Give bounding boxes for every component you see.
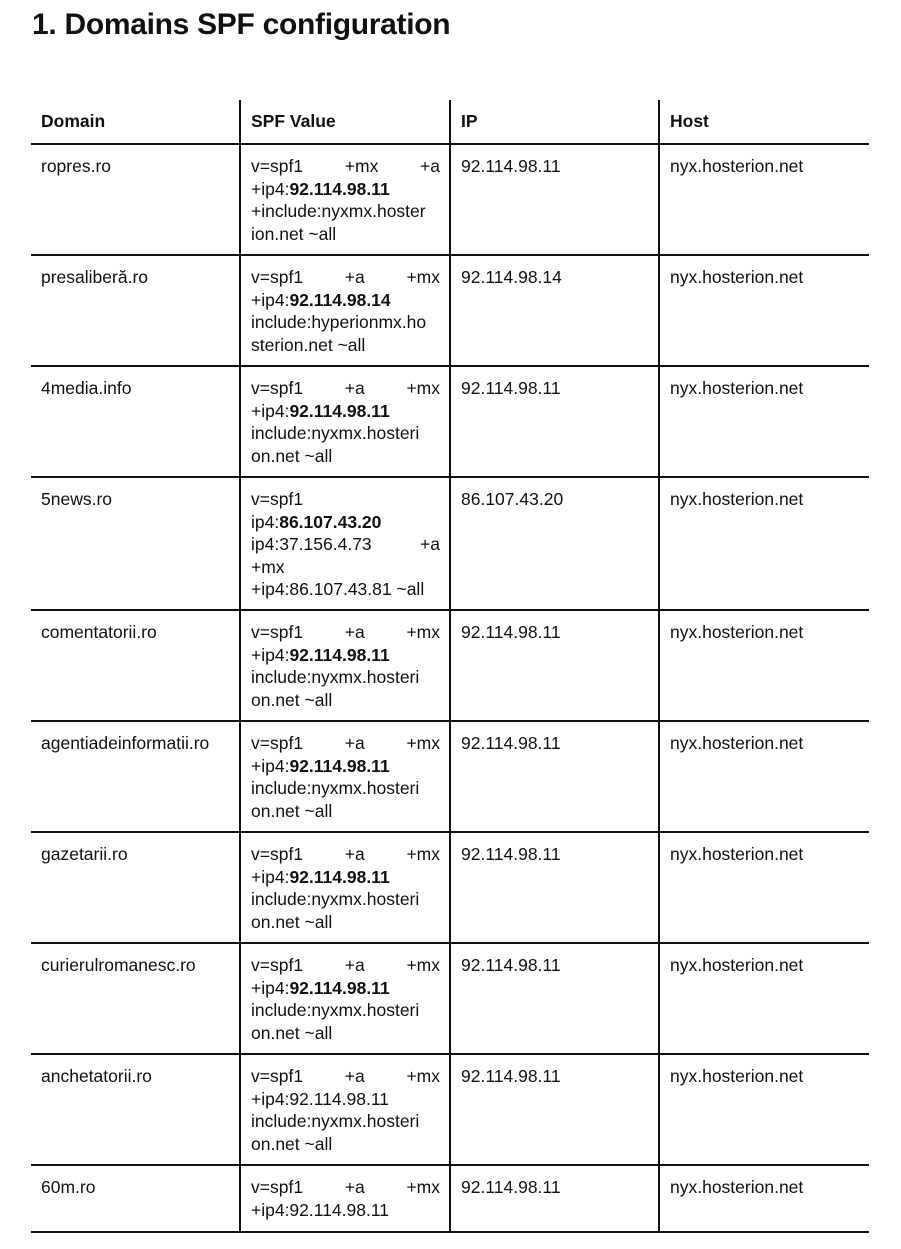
spf-value-cell bbox=[240, 366, 450, 477]
spf-value-line bbox=[251, 644, 440, 667]
ip-cell: 86.107.43.20 bbox=[450, 477, 659, 610]
spf-value-text: ip4: bbox=[251, 511, 280, 532]
spf-ip-highlight: 92.114.98.11 bbox=[289, 178, 390, 199]
spf-value-text: +ip4: bbox=[251, 644, 290, 665]
spf-value-text: ion.net ~all bbox=[251, 223, 337, 244]
domain-cell: ropres.ro bbox=[31, 144, 240, 255]
spf-value-text: +ip4: bbox=[251, 289, 290, 310]
ip-cell: 92.114.98.11 bbox=[450, 1054, 659, 1165]
ip-cell: 92.114.98.11 bbox=[450, 832, 659, 943]
spf-value-cell bbox=[240, 1165, 450, 1232]
domain-cell: gazetarii.ro bbox=[31, 832, 240, 943]
column-header-ip: IP bbox=[450, 100, 659, 144]
spf-value-text: include:nyxmx.hosteri bbox=[251, 423, 420, 443]
spf-value-text: v=spf1 +mx +a bbox=[251, 156, 440, 176]
spf-value-cell bbox=[240, 832, 450, 943]
host-cell: nyx.hosterion.net bbox=[659, 832, 869, 943]
table-row bbox=[31, 1054, 869, 1165]
spf-value-line bbox=[251, 954, 440, 977]
spf-value-text: on.net ~all bbox=[251, 689, 333, 710]
spf-value-line bbox=[251, 1199, 440, 1222]
spf-value-line bbox=[251, 1022, 440, 1045]
spf-ip-highlight: 92.114.98.11 bbox=[289, 866, 390, 887]
spf-value-text: +ip4:92.114.98.11 bbox=[251, 1088, 390, 1109]
domain-cell: 60m.ro bbox=[31, 1165, 240, 1232]
spf-ip-highlight: 92.114.98.11 bbox=[289, 400, 390, 421]
spf-value-cell bbox=[240, 144, 450, 255]
spf-value-line bbox=[251, 445, 440, 468]
spf-value-line bbox=[251, 1088, 440, 1111]
host-cell: nyx.hosterion.net bbox=[659, 1165, 869, 1232]
table-row bbox=[31, 255, 869, 366]
host-cell: nyx.hosterion.net bbox=[659, 1054, 869, 1165]
spf-value-line bbox=[251, 911, 440, 934]
spf-value-text: +ip4:86.107.43.81 ~all bbox=[251, 579, 425, 599]
table-row bbox=[31, 144, 869, 255]
spf-ip-highlight: 92.114.98.11 bbox=[289, 644, 390, 665]
domain-cell: curierulromanesc.ro bbox=[31, 943, 240, 1054]
spf-ip-highlight: 92.114.98.11 bbox=[289, 755, 390, 776]
column-header-domain: Domain bbox=[31, 100, 240, 144]
spf-ip-highlight: 86.107.43.20 bbox=[279, 511, 382, 532]
spf-value-line bbox=[251, 732, 440, 755]
spf-ip-highlight: 92.114.98.11 bbox=[289, 977, 390, 998]
spf-value-line bbox=[251, 511, 440, 534]
spf-value-line bbox=[251, 533, 440, 556]
spf-value-line bbox=[251, 311, 440, 334]
spf-value-cell bbox=[240, 1054, 450, 1165]
host-cell: nyx.hosterion.net bbox=[659, 255, 869, 366]
spf-value-text: +include:nyxmx.hoster bbox=[251, 201, 426, 221]
column-header-spf-value: SPF Value bbox=[240, 100, 450, 144]
spf-value-line bbox=[251, 334, 440, 357]
spf-value-text: on.net ~all bbox=[251, 1022, 333, 1043]
table-row bbox=[31, 1165, 869, 1232]
spf-value-line bbox=[251, 266, 440, 289]
spf-value-line bbox=[251, 155, 440, 178]
domain-cell: anchetatorii.ro bbox=[31, 1054, 240, 1165]
domain-cell: 4media.info bbox=[31, 366, 240, 477]
table-row bbox=[31, 943, 869, 1054]
spf-value-text: include:nyxmx.hosteri bbox=[251, 1111, 420, 1131]
spf-value-text: +ip4: bbox=[251, 866, 290, 887]
page-title: 1. Domains SPF configuration bbox=[32, 8, 451, 41]
spf-value-line bbox=[251, 888, 440, 911]
spf-value-text: on.net ~all bbox=[251, 911, 333, 932]
spf-value-text: v=spf1 +a +mx bbox=[251, 955, 440, 975]
spf-value-text: +ip4: bbox=[251, 755, 290, 776]
spf-value-cell bbox=[240, 255, 450, 366]
ip-cell: 92.114.98.11 bbox=[450, 943, 659, 1054]
spf-value-line bbox=[251, 755, 440, 778]
spf-value-line bbox=[251, 422, 440, 445]
domain-cell: presaliberă.ro bbox=[31, 255, 240, 366]
spf-value-text: v=spf1 +a +mx bbox=[251, 378, 440, 398]
spf-value-text: on.net ~all bbox=[251, 800, 333, 821]
spf-value-line bbox=[251, 200, 440, 223]
spf-value-line bbox=[251, 289, 440, 312]
spf-value-text: v=spf1 +a +mx bbox=[251, 622, 440, 642]
host-cell: nyx.hosterion.net bbox=[659, 610, 869, 721]
spf-value-text: include:nyxmx.hosteri bbox=[251, 667, 420, 687]
spf-value-text: ip4:37.156.4.73 +a bbox=[251, 534, 440, 554]
spf-value-text: +ip4: bbox=[251, 977, 290, 998]
spf-value-text: sterion.net ~all bbox=[251, 334, 366, 355]
spf-value-line bbox=[251, 866, 440, 889]
table-row bbox=[31, 477, 869, 610]
spf-table-body bbox=[31, 144, 869, 1232]
spf-value-line bbox=[251, 1110, 440, 1133]
host-cell: nyx.hosterion.net bbox=[659, 366, 869, 477]
spf-value-text: v=spf1 bbox=[251, 489, 304, 509]
table-header-row bbox=[31, 100, 869, 144]
spf-ip-highlight: 92.114.98.14 bbox=[289, 289, 391, 310]
host-cell: nyx.hosterion.net bbox=[659, 721, 869, 832]
spf-value-text: v=spf1 +a +mx bbox=[251, 267, 440, 287]
table-row bbox=[31, 366, 869, 477]
spf-value-text: +mx bbox=[251, 556, 285, 577]
spf-value-cell bbox=[240, 610, 450, 721]
spf-value-line bbox=[251, 999, 440, 1022]
spf-value-line bbox=[251, 621, 440, 644]
spf-value-line bbox=[251, 666, 440, 689]
ip-cell: 92.114.98.11 bbox=[450, 610, 659, 721]
table-row bbox=[31, 610, 869, 721]
host-cell: nyx.hosterion.net bbox=[659, 943, 869, 1054]
domain-cell: agentiadeinformatii.ro bbox=[31, 721, 240, 832]
table-row bbox=[31, 721, 869, 832]
spf-value-text: +ip4: bbox=[251, 400, 290, 421]
spf-value-line bbox=[251, 488, 440, 511]
spf-value-cell bbox=[240, 943, 450, 1054]
spf-value-line bbox=[251, 1065, 440, 1088]
domain-cell: 5news.ro bbox=[31, 477, 240, 610]
spf-value-text: +ip4:92.114.98.11 bbox=[251, 1199, 390, 1220]
spf-value-line bbox=[251, 1176, 440, 1199]
spf-value-line bbox=[251, 400, 440, 423]
spf-value-text: on.net ~all bbox=[251, 1133, 333, 1154]
spf-value-line bbox=[251, 578, 440, 601]
spf-value-line bbox=[251, 843, 440, 866]
spf-value-text: v=spf1 +a +mx bbox=[251, 1066, 440, 1086]
spf-value-cell bbox=[240, 721, 450, 832]
spf-value-line bbox=[251, 223, 440, 246]
ip-cell: 92.114.98.14 bbox=[450, 255, 659, 366]
spf-value-text: v=spf1 +a +mx bbox=[251, 733, 440, 753]
ip-cell: 92.114.98.11 bbox=[450, 144, 659, 255]
spf-value-text: include:nyxmx.hosteri bbox=[251, 1000, 420, 1020]
spf-value-line bbox=[251, 800, 440, 823]
spf-value-line bbox=[251, 977, 440, 1000]
spf-value-text: include:hyperionmx.ho bbox=[251, 312, 427, 332]
host-cell: nyx.hosterion.net bbox=[659, 144, 869, 255]
spf-value-text: on.net ~all bbox=[251, 445, 333, 466]
spf-value-line bbox=[251, 1133, 440, 1156]
spf-value-text: +ip4: bbox=[251, 178, 290, 199]
ip-cell: 92.114.98.11 bbox=[450, 366, 659, 477]
spf-value-line bbox=[251, 689, 440, 712]
domain-cell: comentatorii.ro bbox=[31, 610, 240, 721]
spf-value-line bbox=[251, 178, 440, 201]
spf-value-line bbox=[251, 556, 440, 579]
spf-value-line bbox=[251, 377, 440, 400]
spf-value-line bbox=[251, 777, 440, 800]
spf-value-cell bbox=[240, 477, 450, 610]
spf-value-text: v=spf1 +a +mx bbox=[251, 1177, 440, 1197]
ip-cell: 92.114.98.11 bbox=[450, 721, 659, 832]
ip-cell: 92.114.98.11 bbox=[450, 1165, 659, 1232]
spf-value-text: include:nyxmx.hosteri bbox=[251, 889, 420, 909]
spf-table bbox=[31, 100, 869, 1233]
spf-value-text: include:nyxmx.hosteri bbox=[251, 778, 420, 798]
spf-value-text: v=spf1 +a +mx bbox=[251, 844, 440, 864]
table-row bbox=[31, 832, 869, 943]
column-header-host: Host bbox=[659, 100, 869, 144]
host-cell: nyx.hosterion.net bbox=[659, 477, 869, 610]
